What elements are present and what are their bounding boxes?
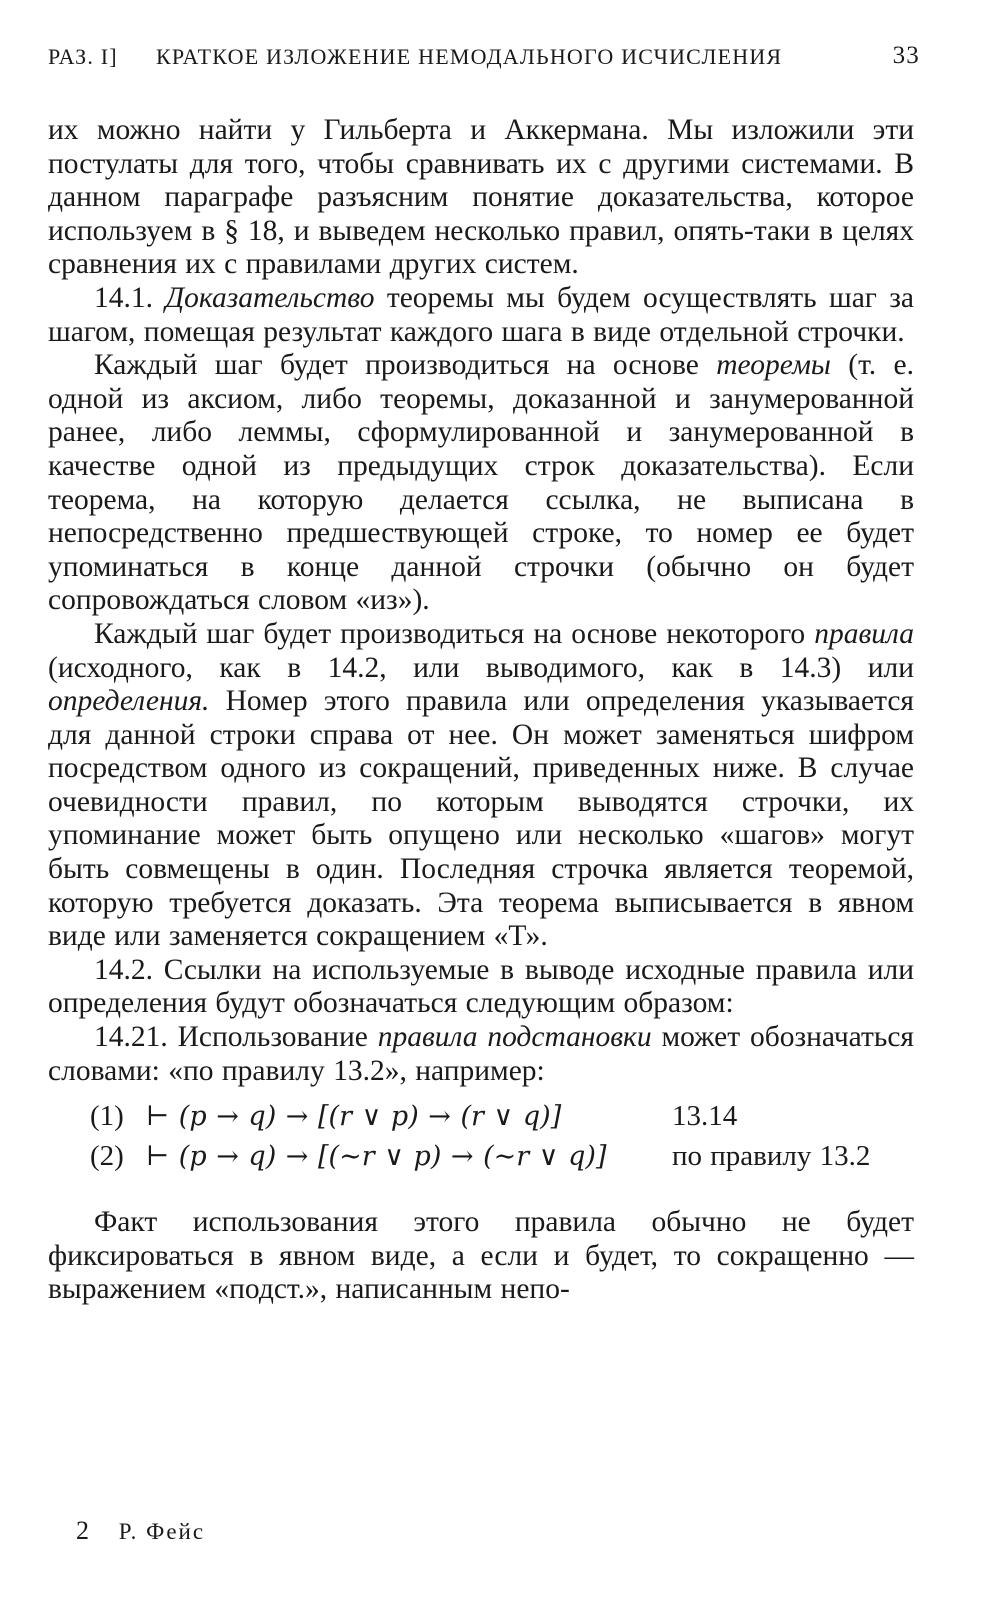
page-number: 33 bbox=[892, 42, 920, 69]
emphasis: теоремы bbox=[716, 349, 831, 382]
formula-number: (2) bbox=[90, 1140, 124, 1173]
emphasis: правила bbox=[814, 617, 914, 650]
emphasis: правила подстановки bbox=[377, 1021, 652, 1054]
paragraph-text: Использование bbox=[167, 1021, 378, 1054]
paragraph-text: Каждый шаг будет производиться на основе bbox=[94, 349, 717, 382]
formula-expression: ⊢ (p → q) → [(∼r ∨ p) → (∼r ∨ q)] bbox=[146, 1141, 607, 1173]
footer-signature bbox=[76, 1516, 205, 1546]
formula-reference: по правилу 13.2 bbox=[672, 1140, 871, 1173]
formula-1 bbox=[48, 1100, 914, 1140]
paragraph-rule-step bbox=[48, 618, 914, 954]
paragraph-14-2 bbox=[48, 954, 914, 1021]
paragraph-14-1 bbox=[48, 282, 914, 349]
emphasis: Доказательство bbox=[165, 281, 375, 314]
formula-2 bbox=[48, 1140, 914, 1180]
signature-number: 2 bbox=[76, 1516, 89, 1545]
header-title: КРАТКОЕ ИЗЛОЖЕНИЕ НЕМОДАЛЬНОГО ИСЧИСЛЕНИЯ bbox=[156, 44, 783, 69]
body-text bbox=[48, 114, 914, 1307]
paragraph-text: теоремы мы будем осуществлять шаг за шагом, помещая результат каждого шага в виде отдельной строчки. bbox=[48, 281, 915, 348]
paragraph-text: (исходного, как в 14.2, или выводимого, как в 14.3) или bbox=[48, 651, 914, 684]
emphasis: определения. bbox=[48, 685, 210, 718]
item-number: 14.1. bbox=[94, 281, 153, 314]
author-name: Р. Фейс bbox=[118, 1519, 206, 1544]
paragraph-text: (т. е. одной из аксиом, либо теоремы, доказанной и занумерованной ранее, либо леммы, сформулированной и занумерованной в качестве одной из предыдущих строк доказательства). Если теорема, на которую делается ссылка, не выписана в непосредственно предшествующей строке, то номер ее будет упоминаться в конце данной строчки (обычно он будет сопровождаться словом «из»). bbox=[48, 349, 914, 617]
paragraph-text: Каждый шаг будет производиться на основе некоторого bbox=[94, 617, 815, 650]
paragraph-14-21 bbox=[48, 1021, 914, 1088]
section-label: РАЗ. I] bbox=[48, 44, 118, 69]
paragraph-text: Ссылки на используемые в выводе исходные правила или определения будут обозначаться следующим образом: bbox=[48, 953, 914, 1020]
item-number: 14.2. bbox=[94, 953, 153, 986]
paragraph-text: может обозначаться словами: «по правилу 13.2», например: bbox=[48, 1021, 914, 1087]
paragraph-substitution: Факт использования этого правила обычно не будет фиксироваться в явном виде, а если и будет, то сокращенно — выражением «подст.», написанным непо- bbox=[48, 1206, 914, 1306]
formula-number: (1) bbox=[90, 1100, 124, 1133]
paragraph-theorem-step bbox=[48, 349, 914, 618]
item-number: 14.21. bbox=[94, 1021, 168, 1054]
paragraph-text: Номер этого правила или определения указывается для данной строки справа от нее. Он может заменяться шифром посредством одного из сокращений, приведенных ниже. В случае очевидности правил, по которым выводятся строчки, их упоминание может быть опущено или несколько «шагов» могут быть совмещены в один. Последняя строчка является теоремой, которую требуется доказать. Эта теорема выписывается в явном виде или заменяется сокращением «Т». bbox=[48, 685, 914, 953]
formula-expression: ⊢ (p → q) → [(r ∨ p) → (r ∨ q)] bbox=[146, 1101, 562, 1133]
formula-reference: 13.14 bbox=[672, 1100, 738, 1133]
paragraph-1: их можно найти у Гильберта и Аккермана. Мы изложили эти постулаты для того, чтобы сравнивать их с другими системами. В данном параграфе разъясним понятие доказательства, которое используем в § 18, и выведем несколько правил, опять-таки в целях сравнения их с правилами других систем. bbox=[48, 114, 914, 281]
